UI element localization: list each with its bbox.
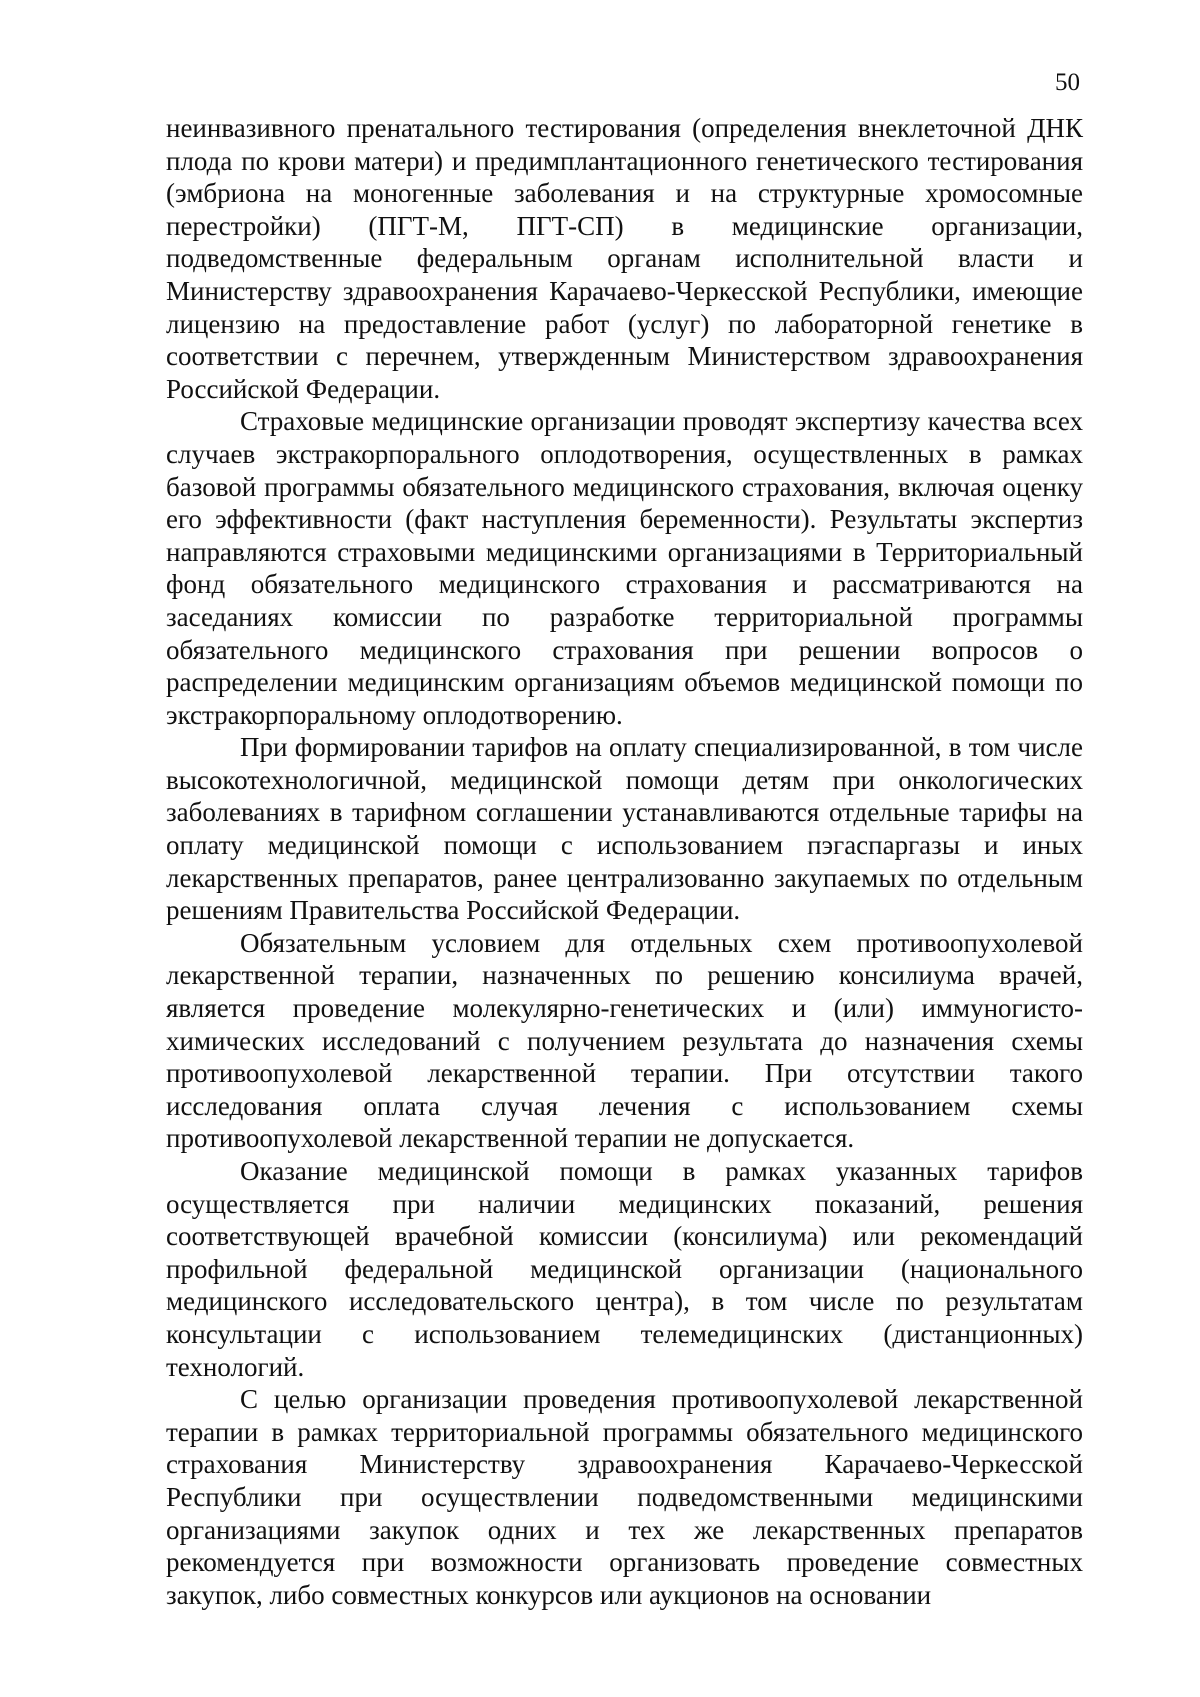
- paragraph-joint-procurement: С целью организации проведения противоопухолевой лекарственной терапии в рамках территориальной программы обязательного медицинского страхования Министерству здравоохранения Карачаево-Черкесской Республики при осуществлении подведомственными медицинскими организациями закупок одних и тех же лекарственных препаратов рекомендуется при возможности организовать проведение совместных закупок, либо совместных конкурсов или аукционов на основании: [166, 1384, 1083, 1610]
- paragraph-genetic-testing: неинвазивного пренатального тестирования (определения внеклеточной ДНК плода по крови матери) и предимплантационного генетического тестирования (эмбриона на моногенные заболевания и на структурные хромосомные перестройки) (ПГТ-М, ПГТ-СП) в медицинские организации, подведомственные федеральным органам исполнительной власти и Министерству здравоохранения Карачаево-Черкесской Республики, имеющие лицензию на предоставление работ (услуг) по лабораторной генетике в соответствии с перечнем, утвержденным Министерством здравоохранения Российской Федерации.: [166, 113, 1083, 404]
- paragraph-tariffs-children-oncology: При формировании тарифов на оплату специализированной, в том числе высокотехнологичной, медицинской помощи детям при онкологических заболеваниях в тарифном соглашении устанавливаются отдельные тарифы на оплату медицинской помощи с использованием пэгаспаргазы и иных лекарственных препаратов, ранее централизованно закупаемых по отдельным решениям Правительства Российской Федерации.: [166, 732, 1083, 926]
- body-text: [166, 112, 1083, 1611]
- paragraph-eco-expertise: Страховые медицинские организации проводят экспертизу качества всех случаев экстракорпорального оплодотворения, осуществленных в рамках базовой программы обязательного медицинского страхования, включая оценку его эффективности (факт наступления беременности). Результаты экспертиз направляются страховыми медицинскими организациями в Территориальный фонд обязательного медицинского страхования и рассматриваются на заседаниях комиссии по разработке территориальной программы обязательного медицинского страхования при решении вопросов о распределении медицинским организациям объемов медицинской помощи по экстракорпоральному оплодотворению.: [166, 406, 1083, 730]
- paragraph-medical-care-provision: Оказание медицинской помощи в рамках указанных тарифов осуществляется при наличии медицинских показаний, решения соответствующей врачебной комиссии (консилиума) или рекомендаций профильной федеральной медицинской организации (национального медицинского исследовательского центра), в том числе по результатам консультации с использованием телемедицинских (дистанционных) технологий.: [166, 1156, 1083, 1382]
- page-number: 50: [1055, 69, 1080, 96]
- paragraph-mandatory-condition: Обязательным условием для отдельных схем противоопухолевой лекарственной терапии, назначенных по решению консилиума врачей, является проведение молекулярно-генетических и (или) иммуногистохимических исследований с получением результата до назначения схемы противоопухолевой лекарственной терапии. При отсутствии такого исследования оплата случая лечения с использованием схемы противоопухолевой лекарственной терапии не допускается.: [166, 927, 1083, 1154]
